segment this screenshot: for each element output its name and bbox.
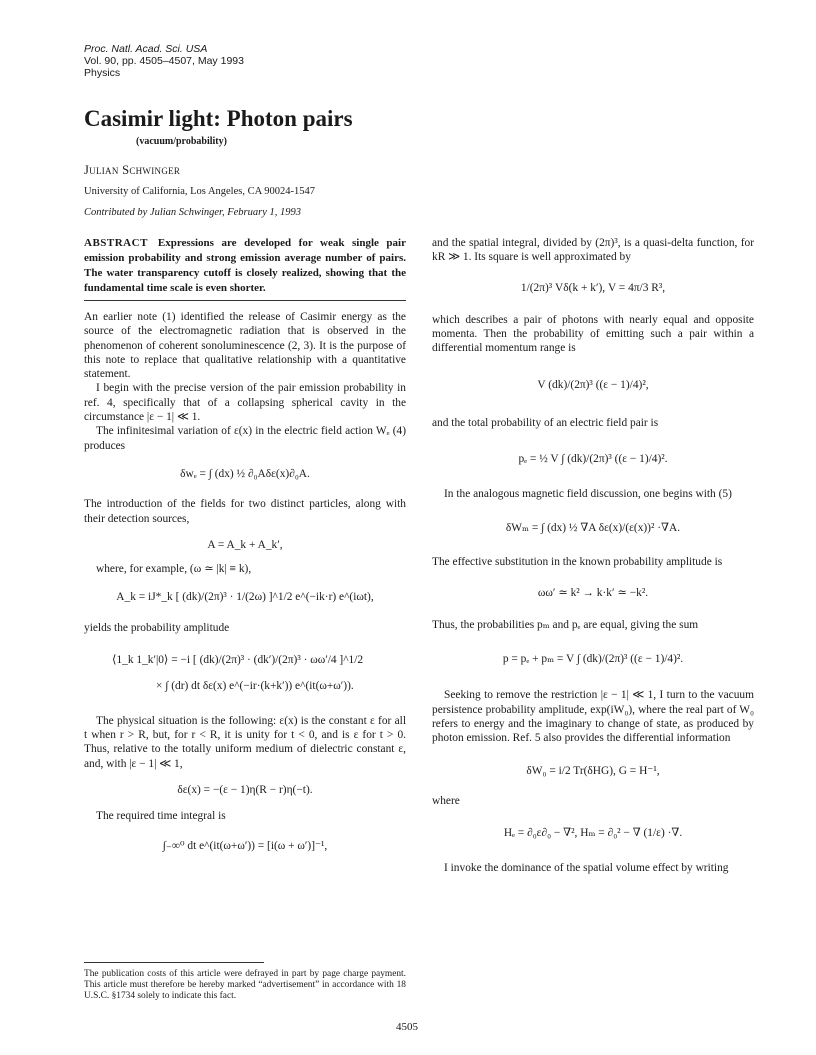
equation-left-3: A_k = iJ*_k [ (dk)/(2π)³ · 1/(2ω) ]^1/2 e^(−ik·r) e^(iωt), [116,591,374,604]
abstract-label: ABSTRACT [84,237,148,249]
page-number: 4505 [396,1021,418,1033]
right-column [432,236,754,875]
equation-right-3: pₑ = ½ V ∫ (dk)/(2π)³ ((ε − 1)/4)². [518,453,668,466]
equation-left-4a: ⟨1_k 1_k′|0⟩ = −i [ (dk)/(2π)³ · (dk′)/(2π)³ · ωω′/4 ]^1/2 [112,654,364,667]
equation-left-1: δwₑ = ∫ (dx) ½ ∂₀Aδε(x)∂₀A. [180,467,310,480]
footnote-divider [84,962,264,963]
journal-section: Physics [84,67,121,79]
paper-title: Casimir light: Photon pairs [84,106,353,131]
right-para-7: Seeking to remove the restriction |ε − 1| ≪ 1, I turn to the vacuum persistence probability amplitude, exp(iW₀), where the real part of W₀ refers to energy and the imaginary to change of state, as produced by photon emission. Ref. 5 also provides the differential information [432,689,754,745]
equation-left-4b: × ∫ (dr) dt δε(x) e^(−ir·(k+k′)) e^(it(ω+ω′)). [156,680,354,693]
equation-right-2: V (dk)/(2π)³ ((ε − 1)/4)², [537,378,649,391]
equation-left-6: ∫₋∞⁰ dt e^(it(ω+ω′)) = [i(ω + ω′)]⁻¹, [162,840,328,853]
right-para-6: Thus, the probabilities pₘ and pₑ are equal, giving the sum [432,618,699,631]
left-para-1: An earlier note (1) identified the release of Casimir energy as the source of the electromagnetic radiation that is observed in the phenomenon of coherent sonoluminescence (2, 3). It is the purpose of this note to replace that qualitative relationship with a quantitative statement. [84,311,406,381]
journal-name: Proc. Natl. Acad. Sci. USA [84,43,208,55]
right-para-9: I invoke the dominance of the spatial volume effect by writing [444,861,729,874]
contribution-line: Contributed by Julian Schwinger, February 1, 1993 [84,207,301,218]
left-para-8: The required time integral is [96,810,226,823]
equation-right-1: 1/(2π)³ Vδ(k + k′), V = 4π/3 R³, [520,281,666,294]
left-para-3: The infinitesimal variation of ε(x) in the electric field action Wₑ (4) produces [84,425,406,452]
equation-left-5: δε(x) = −(ε − 1)η(R − r)η(−t). [177,783,313,796]
equation-left-2: A = A_k + A_k′, [207,538,283,551]
right-para-4: In the analogous magnetic field discussion, one begins with (5) [444,487,732,500]
journal-volume: Vol. 90, pp. 4505–4507, May 1993 [84,55,244,67]
equation-right-8: Hₑ = ∂₀ε∂₀ − ∇², Hₘ = ∂₀² − ∇ (1/ε) ·∇. [503,827,683,840]
right-para-5: The effective substitution in the known probability amplitude is [432,556,723,569]
right-para-1: and the spatial integral, divided by (2π)³, is a quasi-delta function, for kR ≫ 1. Its square is well approximated by [432,237,754,264]
author: Julian Schwinger [84,163,181,177]
journal-header [84,43,244,79]
left-para-4: The introduction of the fields for two distinct particles, along with their detection sources, [84,498,406,525]
affiliation: University of California, Los Angeles, CA 90024-1547 [84,186,315,197]
left-column [84,310,406,854]
keywords: (vacuum/probability) [136,136,227,147]
left-para-5: where, for example, (ω ≃ |k| ≡ k), [96,563,252,576]
right-para-2: which describes a pair of photons with nearly equal and opposite momenta. Then the probability of emitting such a pair within a differential momentum range is [432,313,754,355]
left-para-2: I begin with the precise version of the pair emission probability in ref. 4, specifically that of a collapsing spherical cavity in the circumstance |ε − 1| ≪ 1. [84,382,406,424]
abstract [84,236,406,296]
equation-right-6: p = pₑ + pₘ = V ∫ (dk)/(2π)³ ((ε − 1)/4)². [502,653,684,666]
left-para-6: yields the probability amplitude [84,621,230,634]
left-para-7: The physical situation is the following: ε(x) is the constant ε for all t when r > R, but, for r < R, it is unity for t < 0, and is ε for t > 0. Thus, relative to the totally uniform medium of dielectric constant ε, and, with |ε − 1| ≪ 1, [84,714,406,770]
equation-right-5: ωω′ ≃ k² → k·k′ ≃ −k². [537,586,649,599]
equation-right-7: δW₀ = i/2 Tr(δHG), G = H⁻¹, [526,764,660,777]
abstract-divider [84,300,406,301]
right-para-8: where [432,794,460,807]
equation-right-4: δWₘ = ∫ (dx) ½ ∇A δε(x)/(ε(x))² ·∇A. [505,521,681,534]
right-para-3: and the total probability of an electric field pair is [432,417,659,430]
footnote: The publication costs of this article were defrayed in part by page charge payment. This article must therefore be hereby marked “advertisement” in accordance with 18 U.S.C. §1734 solely to indicate this fact. [84,969,406,1001]
abstract-text: Expressions are developed for weak single pair emission probability and strong emission average number of pairs. The water transparency cutoff is closely realized, showing that the fundamental time scale is even shorter. [84,237,406,294]
